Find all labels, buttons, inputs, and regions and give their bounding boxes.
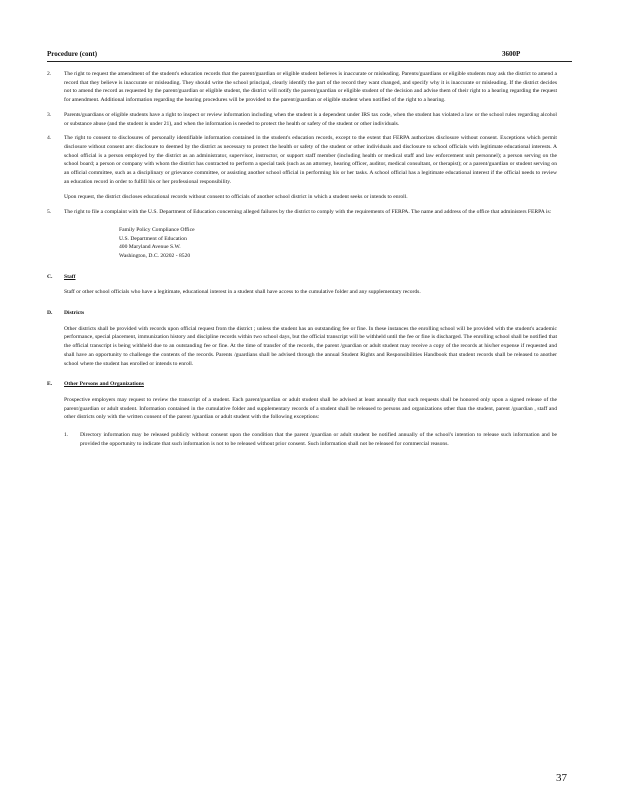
exception-item-1	[64, 431, 557, 448]
section-c-staff	[47, 273, 557, 297]
section-letter: E.	[47, 381, 53, 388]
address-line: U.S. Department of Education	[119, 235, 187, 242]
policy-code: 3600P	[502, 50, 521, 58]
item-paragraph: Upon request, the district discloses educational records without consent to officials of another school district in which a student seeks or intends to enroll.	[64, 194, 408, 201]
item-paragraph: The right to consent to disclosures of personally identifiable information contained in the student's education records, except to the extent that FERPA authorizes disclosure without consent. Exceptions which permit disclosure without consent are: disclosure to deemed by the district as necessary to protect the health or safety of the student or other individuals and disclosure to school officials with legitimate educational interests. A school official is a person employed by the district as an administrator, supervisor, instructor, or support staff member (including health or medical staff and law enforcement unit personnel); a person serving on the school board; a person or company with whom the district has contracted to perform a special task (such as an attorney, hearing officer, auditor, medical consultant, or therapist); or a parent/guardian or student serving on an official committee, such as a disciplinary or grievance committee, or assisting another school official in performing his or her tasks. A school official has a legitimate educational interest if the official needs to review an education record in order to fulfill his or her professional responsibility.	[64, 135, 557, 185]
section-d-districts	[47, 309, 557, 368]
item-number: 2.	[47, 71, 52, 77]
document-body	[47, 70, 557, 449]
header-rule	[47, 61, 572, 62]
item-number: 4.	[47, 135, 52, 142]
section-paragraph: Staff or other school officials who have a legitimate, educational interest in a student shall have access to the cumulative folder and any supplementary records.	[64, 289, 421, 296]
section-e-other-persons	[47, 380, 557, 448]
section-paragraph: Prospective employers may request to review the transcript of a student. Each parent/guardian or adult student shall be advised at least annually that such requests shall be honored only upon a signed release of the parent/guardian or adult student. Information contained in the cumulative folder and supplementary records of a student shall be released to persons and organizations other than the student, parent /guardian , staff and other districts only with the written consent of the parent /guardian or adult student with the following exceptions:	[64, 396, 557, 421]
item-number: 3.	[47, 111, 52, 118]
list-item-3	[47, 111, 557, 128]
subitem-text: Directory information may be released publicly without consent upon the condition that the parent /guardian or adult student be notified annually of the school's intention to release such information and be provided the opportunity to indicate that such information is not to be released without prior consent. Such information shall not be released for commercial reasons.	[80, 432, 557, 447]
address-line: Family Policy Compliance Office	[119, 226, 195, 233]
item-paragraph: The right to request the amendment of the student's education records that the parent/guardian or eligible student believes is inaccurate or misleading. Parents/guardians or eligible students may ask the district to amend a record that they believe is inaccurate or misleading. They should write the school principal, clearly identify the part of the record they want changed, and specify why it is inaccurate or misleading. If the district decides not to amend the record as requested by the parent/guardian or eligible student, the district will notify the parent/guardian or eligible student of the decision and advise them of their right to a hearing regarding the request for amendment. Additional information regarding the hearing procedures will be provided to the parent/guardian or eligible student when notified of the right to a hearing.	[64, 71, 557, 104]
subitem-number: 1.	[64, 432, 69, 439]
address-line: Washington, D.C. 20202 - 8520	[119, 252, 191, 259]
item-number: 5.	[47, 209, 52, 216]
item-paragraph: The right to file a complaint with the U.S. Department of Education concerning alleged failures by the district to comply with the requirements of FERPA. The name and address of the office that administers FERPA is:	[64, 209, 552, 216]
item-paragraph: Parents/guardians or eligible students have a right to inspect or review information including when the student is a dependent under IRS tax code, when the student has violated a law or the school rules regarding alcohol or substance abuse (and the student is under 21), and when the information is needed to protect the health or safety of the student or other individuals.	[64, 111, 557, 127]
section-letter: C.	[47, 273, 53, 280]
list-item-4	[47, 134, 557, 202]
section-title: Staff	[64, 273, 76, 280]
procedure-label: Procedure (cont)	[47, 50, 98, 58]
section-title: Districts	[64, 310, 85, 317]
section-letter: D.	[47, 310, 53, 317]
section-paragraph: Other districts shall be provided with records upon official request from the district ; unless the student has an outstanding fee or fine. In these instances the enrolling school will be provided with the student's academic performance, special placement, immunization history and discipline records within two school days, but the official transcript will be withheld until the fee or fine is discharged. The enrolling school shall be notified that the official transcript is being withheld due to an outstanding fee or fine. At the time of transfer of the records, the parent /guardian or adult student may receive a copy of the records at his/her expense if requested and shall have an opportunity to challenge the contents of the records. Parents /guardians shall be advised through the annual Student Rights and Responsibilities Handbook that student records shall be released to another school where the student has enrolled or intends to enroll.	[64, 325, 557, 367]
list-item-5	[47, 208, 557, 261]
list-item-2	[47, 70, 557, 105]
section-title: Other Persons and Organizations	[64, 381, 144, 388]
ferpa-office-address	[119, 226, 557, 261]
page-number: 37	[556, 772, 567, 784]
address-line: 400 Maryland Avenue S.W.	[119, 244, 181, 251]
